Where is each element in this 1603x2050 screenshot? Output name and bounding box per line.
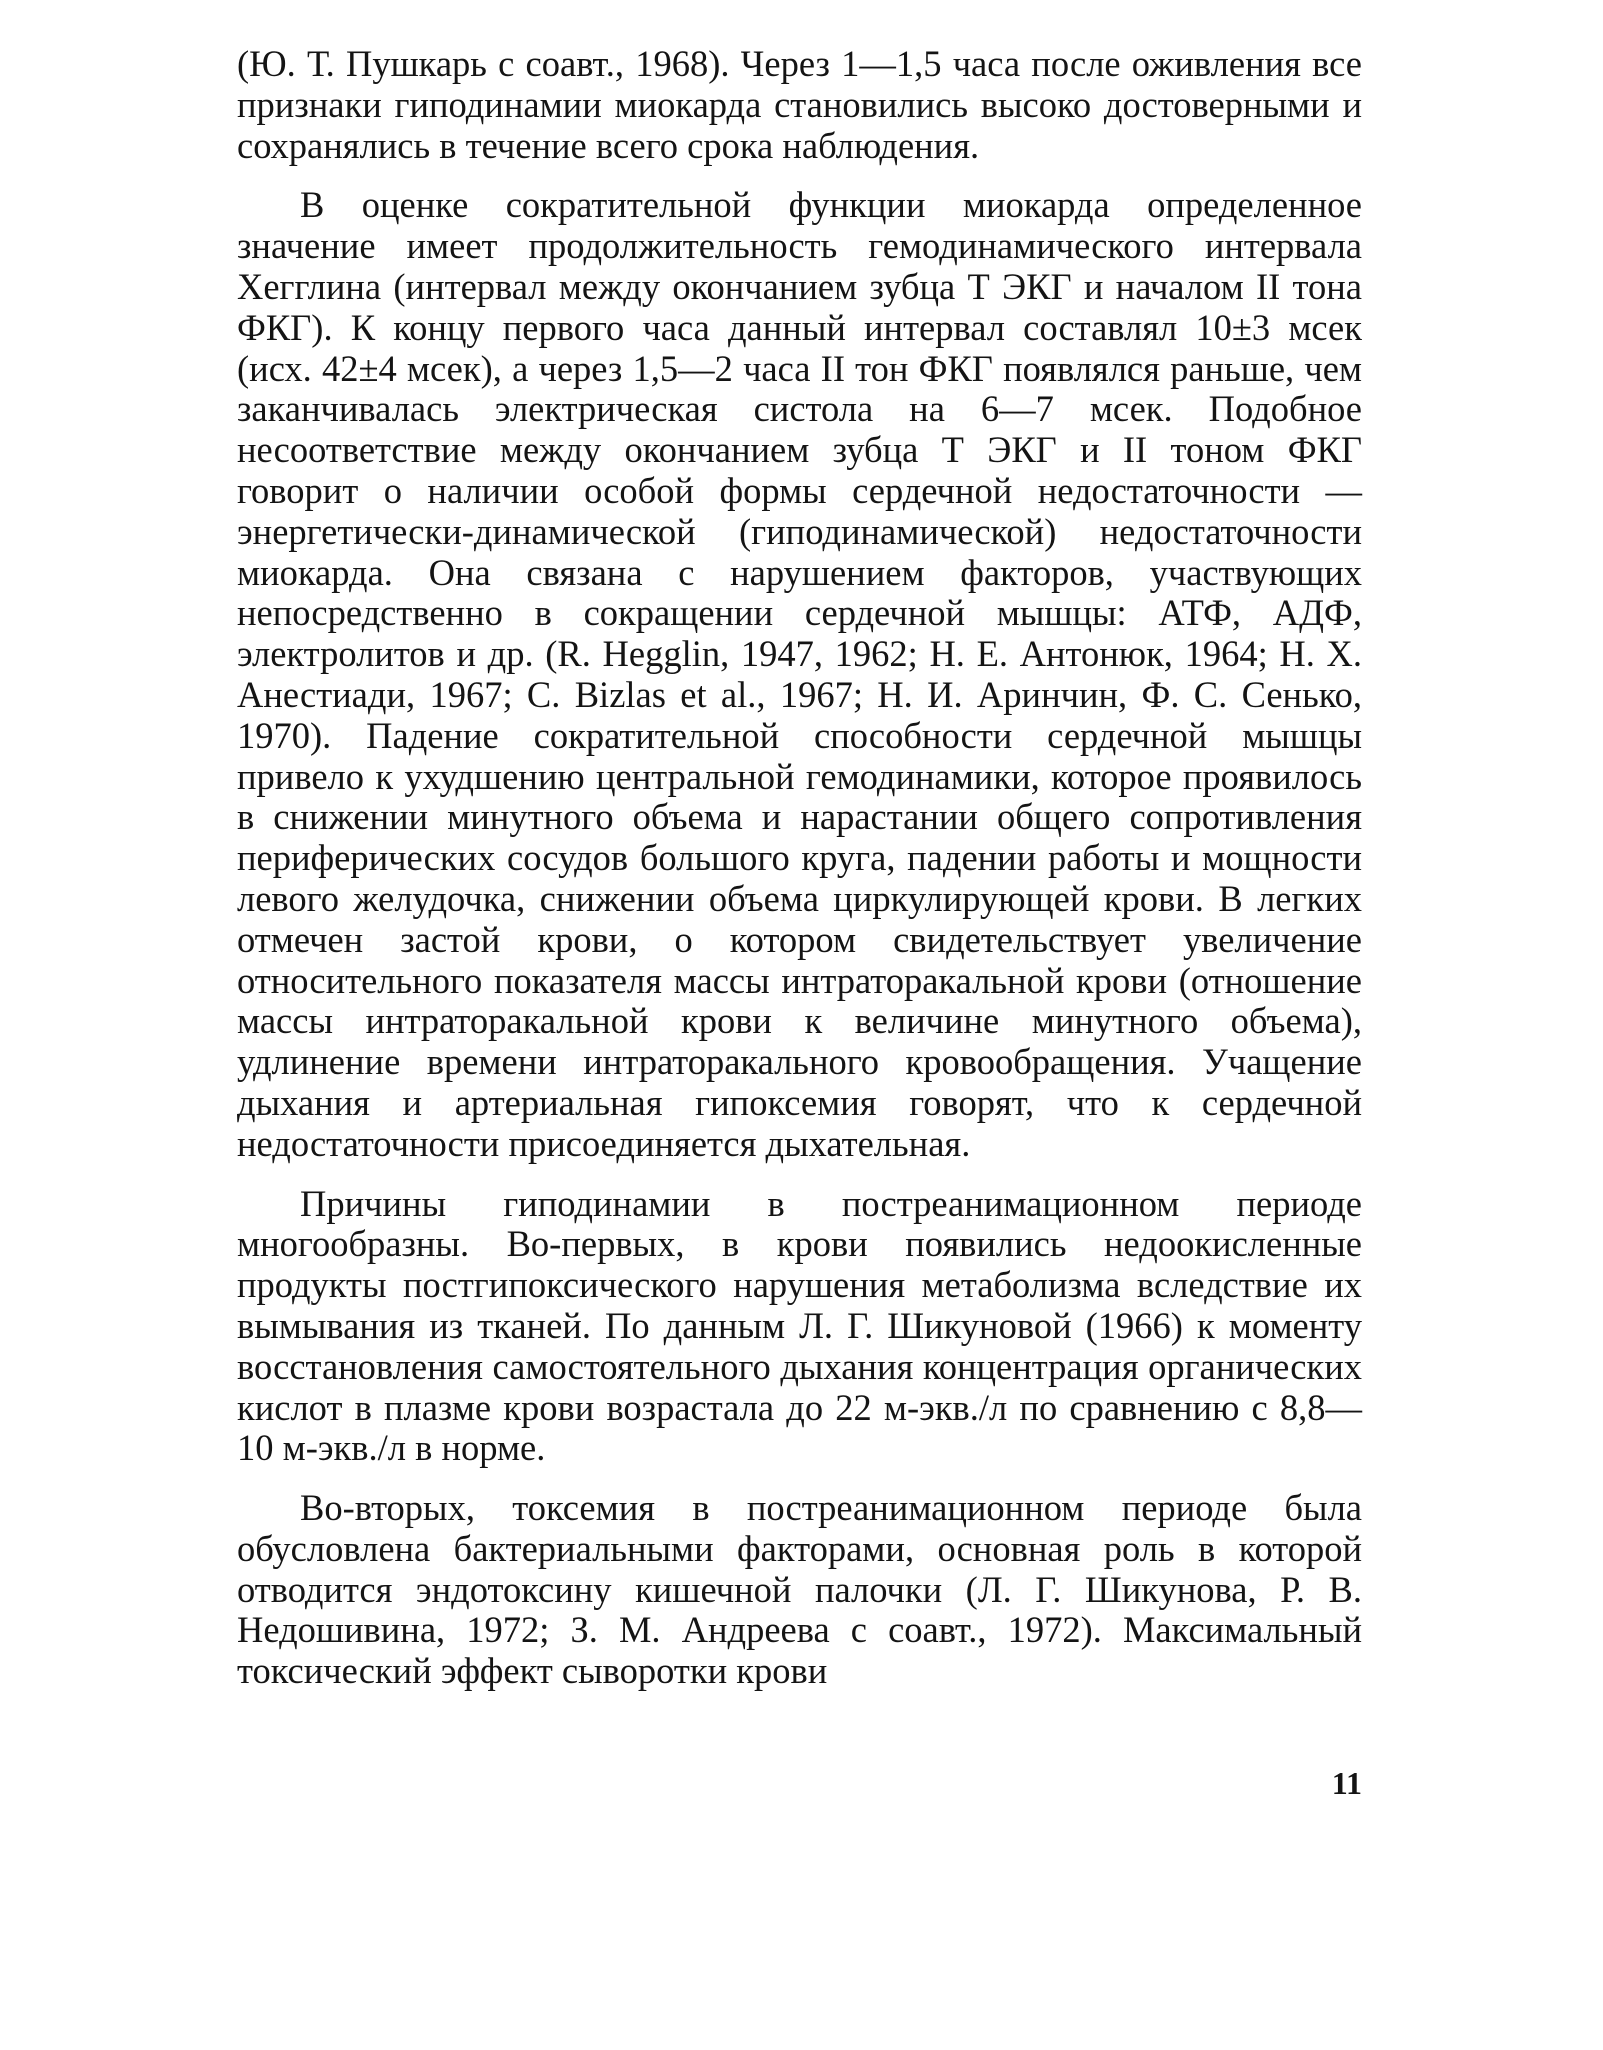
paragraph-2: В оценке сократительной функции миокарда определенное значение имеет продолжительность гемодинамического интервала Хегглина (интервал между окончанием зубца Т ЭКГ и началом II тона ФКГ). К концу первого часа данный интервал составлял 10±3 мсек (исх. 42±4 мсек), а через 1,5—2 часа II тон ФКГ появлялся раньше, чем заканчивалась электрическая систола на 6—7 мсек. Подобное несоответствие между окончанием зубца Т ЭКГ и II тоном ФКГ говорит о наличии особой формы сердечной недостаточности — энергетически-динамической (гиподинамической) недостаточности миокарда. Она связана с нарушением факторов, участвующих непосредственно в сокращении сердечной мышцы: АТФ, АДФ, электролитов и др. (R. Hegglin, 1947, 1962; Н. Е. Антонюк, 1964; Н. Х. Анестиади, 1967; С. Bizlas et al., 1967; Н. И. Аринчин, Ф. С. Сенько, 1970). Падение сократительной способности сердечной мышцы привело к ухудшению центральной гемодинамики, которое проявилось в снижении минутного объема и нарастании общего сопротивления периферических сосудов большого круга, падении работы и мощности левого желудочка, снижении объема циркулирующей крови. В легких отмечен застой крови, о котором свидетельствует увеличение относительного показателя массы интраторакальной крови (отношение массы интраторакальной крови к величине минутного объема), удлинение времени интраторакального кровообращения. Учащение дыхания и артериальная гипоксемия говорят, что к сердечной недостаточности присоединяется дыхательная.: [237, 184, 1362, 1164]
paragraph-4: Во-вторых, токсемия в постреанимационном периоде была обусловлена бактериальными факторами, основная роль в которой отводится эндотоксину кишечной палочки (Л. Г. Шикунова, Р. В. Недошивина, 1972; З. М. Андреева с соавт., 1972). Максимальный токсический эффект сыворотки крови: [237, 1487, 1362, 1692]
paragraph-1: (Ю. Т. Пушкарь с соавт., 1968). Через 1—1,5 часа после оживления все признаки гиподинамии миокарда становились высоко достоверными и сохранялись в течение всего срока наблюдения.: [237, 43, 1362, 166]
page-text-block: [237, 44, 1362, 1711]
paragraph-3: Причины гиподинамии в постреанимационном периоде многообразны. Во-первых, в крови появились недоокисленные продукты постгипоксического нарушения метаболизма вследствие их вымывания из тканей. По данным Л. Г. Шикуновой (1966) к моменту восстановления самостоятельного дыхания концентрация органических кислот в плазме крови возрастала до 22 м-экв./л по сравнению с 8,8—10 м-экв./л в норме.: [237, 1182, 1362, 1469]
page-number: 11: [1331, 1765, 1362, 1801]
